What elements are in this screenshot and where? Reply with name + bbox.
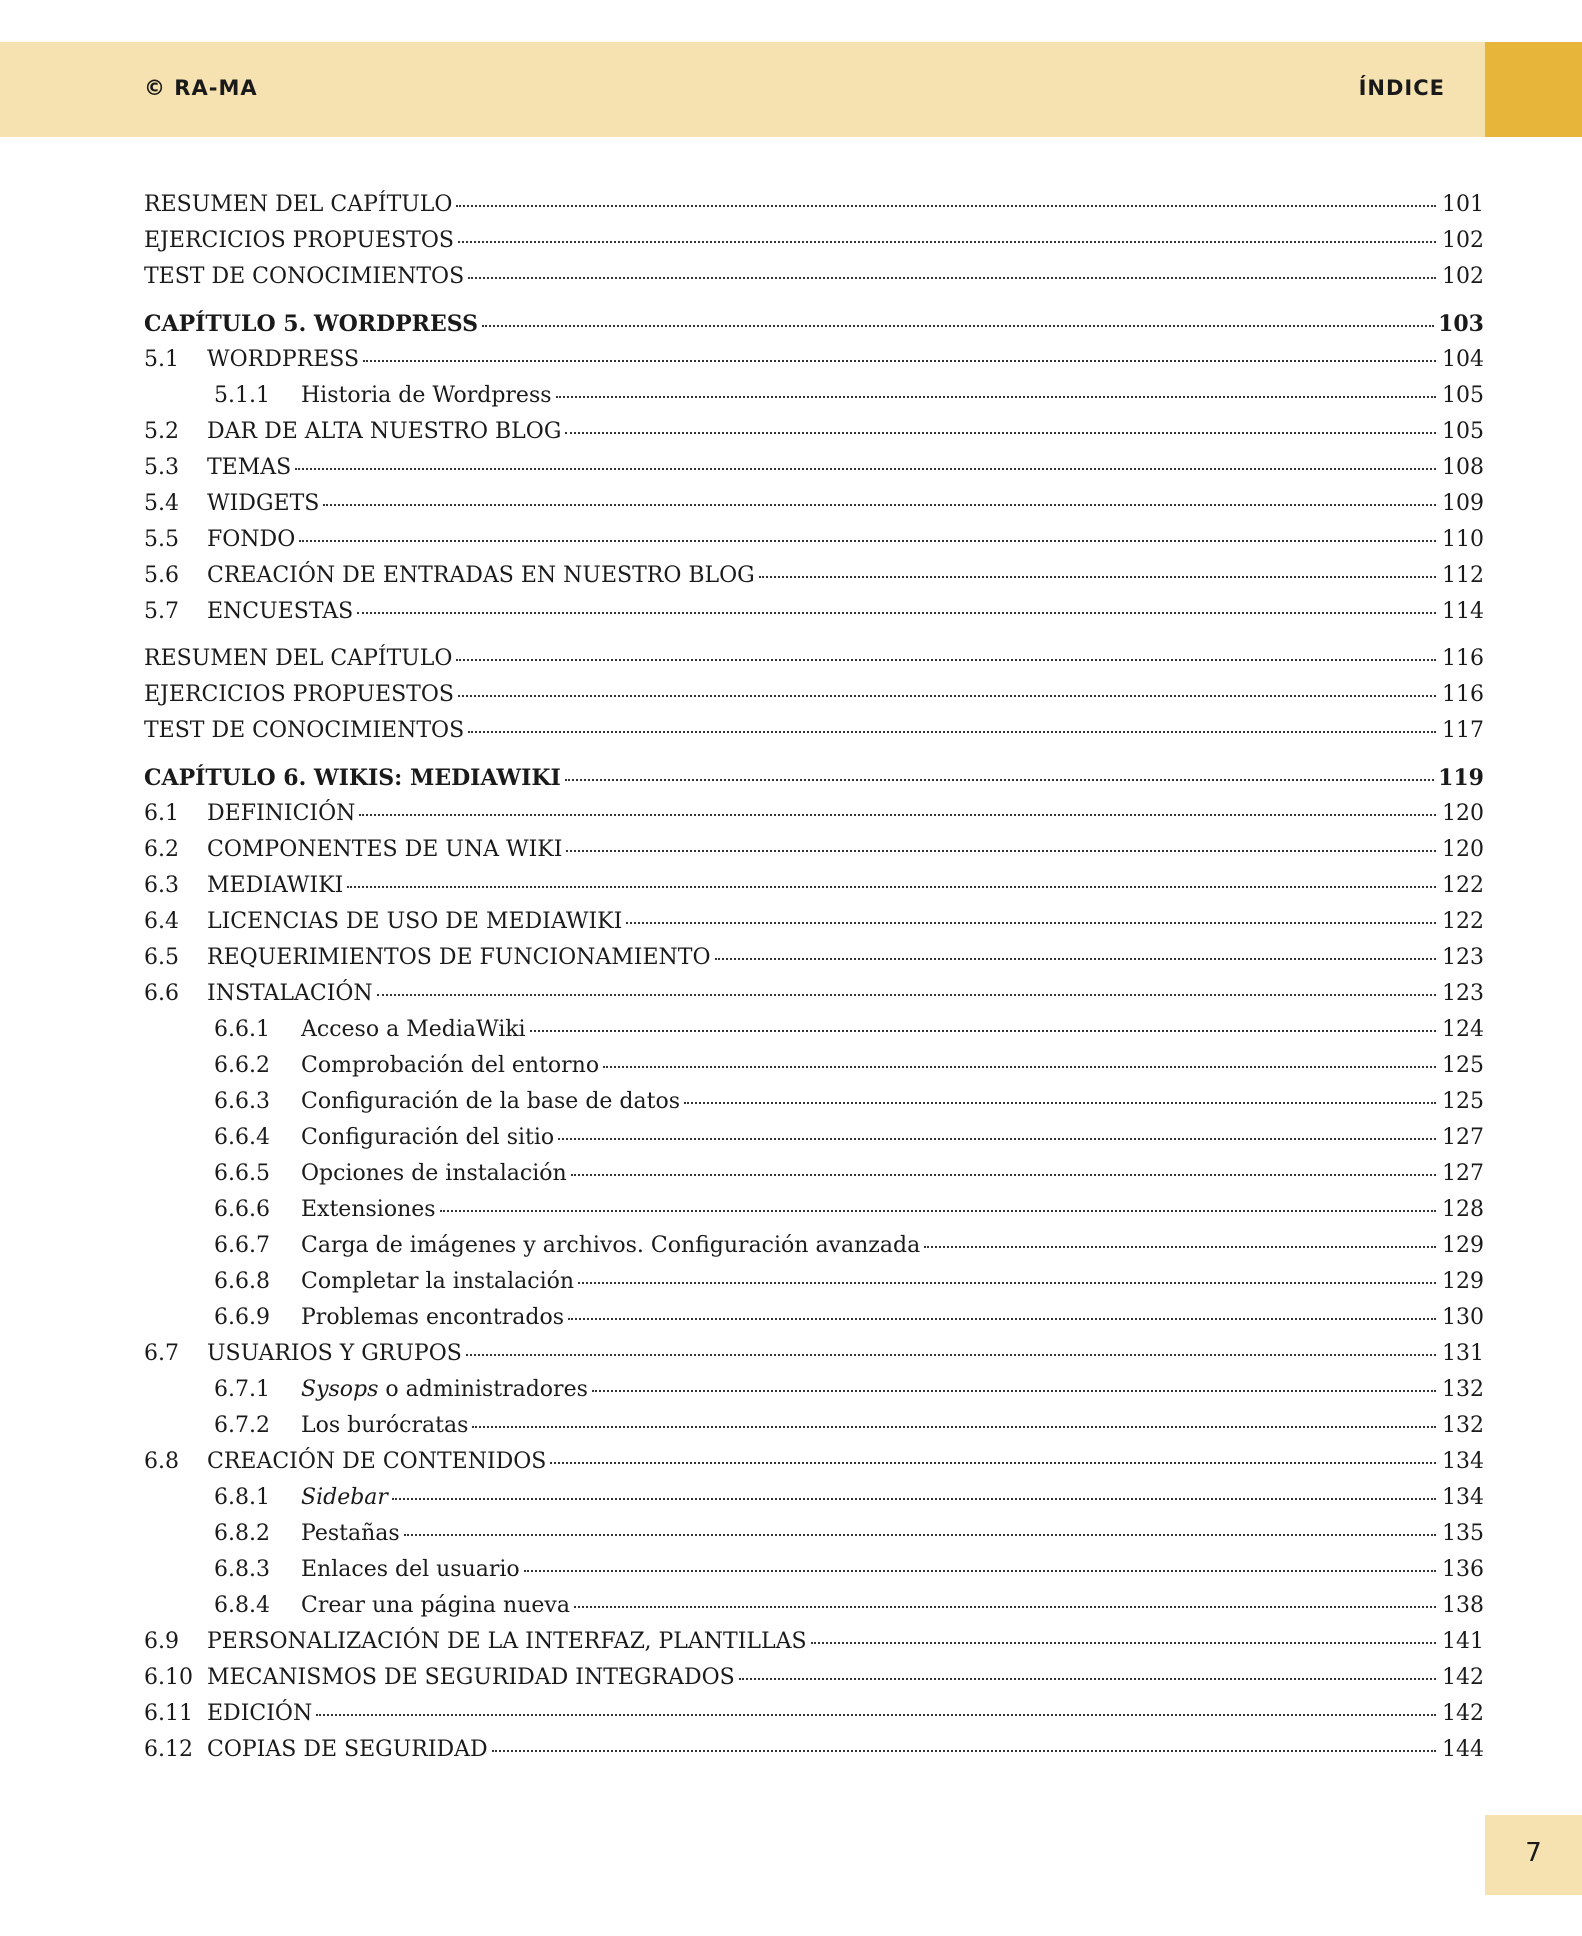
toc-entry-page: 117 [1442, 718, 1484, 743]
toc-entry-number: 6.6 [144, 981, 179, 1006]
dot-leader [558, 1137, 1436, 1140]
dot-leader [440, 1209, 1436, 1212]
header-tab [1485, 42, 1582, 137]
toc-entry-title: TEST DE CONOCIMIENTOS [144, 718, 465, 743]
toc-entry-title: Problemas encontrados [301, 1305, 564, 1330]
dot-leader [566, 849, 1436, 852]
toc-entry[interactable] [144, 491, 1484, 527]
toc-entry-number: 6.6.5 [214, 1161, 270, 1186]
toc-entry[interactable] [144, 1557, 1484, 1593]
toc-entry[interactable] [144, 599, 1484, 635]
dot-leader [592, 1389, 1436, 1392]
toc-entry-page: 110 [1442, 527, 1484, 552]
toc-entry[interactable] [144, 1269, 1484, 1305]
toc-entry-number: 6.6.2 [214, 1053, 270, 1078]
dot-leader [456, 204, 1436, 207]
toc-entry-number: 6.6.7 [214, 1233, 270, 1258]
toc-entry[interactable] [144, 765, 1484, 801]
toc-entry[interactable] [144, 837, 1484, 873]
toc-entry[interactable] [144, 1521, 1484, 1557]
dot-leader [468, 730, 1436, 733]
toc-entry-title: Comprobación del entorno [301, 1053, 600, 1078]
dot-leader [739, 1677, 1436, 1680]
toc-entry[interactable] [144, 264, 1484, 300]
toc-entry-title: LICENCIAS DE USO DE MEDIAWIKI [207, 909, 623, 934]
dot-leader [603, 1065, 1436, 1068]
toc-entry[interactable] [144, 1125, 1484, 1161]
dot-leader [482, 324, 1434, 327]
toc-entry-number: 6.4 [144, 909, 179, 934]
toc-entry-number: 6.12 [144, 1737, 193, 1762]
toc-entry-page: 127 [1442, 1125, 1484, 1150]
dot-leader [359, 813, 1436, 816]
toc-entry-page: 109 [1442, 491, 1484, 516]
toc-entry-page: 105 [1442, 419, 1484, 444]
toc-entry-number: 6.2 [144, 837, 179, 862]
toc-entry-title [301, 1377, 588, 1402]
toc-entry-page: 130 [1442, 1305, 1484, 1330]
toc-entry-number: 6.6.1 [214, 1017, 270, 1042]
toc-entry-title: MECANISMOS DE SEGURIDAD INTEGRADOS [207, 1665, 735, 1690]
dot-leader [492, 1749, 1436, 1752]
dot-leader [626, 921, 1436, 924]
toc-entry-number: 6.6.4 [214, 1125, 270, 1150]
toc-entry-page: 116 [1442, 646, 1484, 671]
toc-entry-page: 102 [1442, 264, 1484, 289]
toc-entry-title: DEFINICIÓN [207, 801, 356, 826]
section-title: ÍNDICE [1358, 76, 1445, 100]
toc-entry-number: 6.8.1 [214, 1485, 270, 1510]
toc-entry[interactable] [144, 646, 1484, 682]
toc-entry-page: 119 [1438, 765, 1484, 791]
dot-leader [550, 1461, 1436, 1464]
toc-entry-title: REQUERIMIENTOS DE FUNCIONAMIENTO [207, 945, 711, 970]
toc-entry-page: 125 [1442, 1053, 1484, 1078]
dot-leader [363, 359, 1436, 362]
toc-entry-page: 104 [1442, 347, 1484, 372]
dot-leader [565, 778, 1434, 781]
toc-entry-number: 6.1 [144, 801, 179, 826]
toc-entry-page: 123 [1442, 981, 1484, 1006]
toc-entry-number: 5.6 [144, 563, 179, 588]
dot-leader [715, 957, 1437, 960]
toc-entry[interactable] [144, 311, 1484, 347]
toc-entry[interactable] [144, 383, 1484, 419]
toc-entry-title: COMPONENTES DE UNA WIKI [207, 837, 563, 862]
toc-entry-title: USUARIOS Y GRUPOS [207, 1341, 462, 1366]
table-of-contents [144, 192, 1484, 1773]
toc-entry-title: Extensiones [301, 1197, 436, 1222]
dot-leader [295, 467, 1436, 470]
toc-entry[interactable] [144, 1413, 1484, 1449]
toc-entry-page: 108 [1442, 455, 1484, 480]
toc-entry-page: 138 [1442, 1593, 1484, 1618]
toc-entry[interactable] [144, 718, 1484, 754]
toc-entry-title-italic: Sidebar [301, 1485, 388, 1510]
toc-entry-number: 5.5 [144, 527, 179, 552]
dot-leader [323, 503, 1436, 506]
toc-entry[interactable] [144, 945, 1484, 981]
toc-entry-number: 6.3 [144, 873, 179, 898]
toc-entry-number: 6.8.3 [214, 1557, 270, 1582]
dot-leader [392, 1497, 1436, 1500]
toc-entry-title: WORDPRESS [207, 347, 360, 372]
toc-entry-title: CREACIÓN DE ENTRADAS EN NUESTRO BLOG [207, 563, 755, 588]
toc-entry-title: CAPÍTULO 6. WIKIS: MEDIAWIKI [144, 765, 561, 791]
dot-leader [458, 240, 1436, 243]
publisher-label: © RA-MA [144, 76, 258, 100]
toc-entry[interactable] [144, 1341, 1484, 1377]
toc-entry-page: 122 [1442, 873, 1484, 898]
dot-leader [530, 1029, 1436, 1032]
toc-entry-title: PERSONALIZACIÓN DE LA INTERFAZ, PLANTILLAS [207, 1629, 807, 1654]
dot-leader [578, 1281, 1436, 1284]
toc-entry[interactable] [144, 1665, 1484, 1701]
dot-leader [468, 276, 1436, 279]
toc-entry-title: TEST DE CONOCIMIENTOS [144, 264, 465, 289]
toc-entry-page: 123 [1442, 945, 1484, 970]
toc-entry-page: 142 [1442, 1701, 1484, 1726]
toc-entry[interactable] [144, 981, 1484, 1017]
toc-entry-title: Carga de imágenes y archivos. Configuración avanzada [301, 1233, 921, 1258]
dot-leader [811, 1641, 1436, 1644]
toc-entry-page: 102 [1442, 228, 1484, 253]
toc-entry[interactable] [144, 801, 1484, 837]
toc-entry-number: 6.11 [144, 1701, 193, 1726]
toc-entry-page: 125 [1442, 1089, 1484, 1114]
dot-leader [556, 395, 1436, 398]
toc-entry[interactable] [144, 909, 1484, 945]
dot-leader [684, 1101, 1436, 1104]
toc-entry-page: 131 [1442, 1341, 1484, 1366]
dot-leader [466, 1353, 1436, 1356]
toc-entry[interactable] [144, 527, 1484, 563]
toc-entry[interactable] [144, 455, 1484, 491]
toc-entry-page: 127 [1442, 1161, 1484, 1186]
toc-entry-page: 124 [1442, 1017, 1484, 1042]
toc-entry-page: 134 [1442, 1485, 1484, 1510]
toc-entry-number: 6.6.9 [214, 1305, 270, 1330]
toc-entry-number: 6.5 [144, 945, 179, 970]
toc-entry-number: 5.3 [144, 455, 179, 480]
dot-leader [347, 885, 1436, 888]
dot-leader [574, 1605, 1436, 1608]
toc-entry[interactable] [144, 1089, 1484, 1125]
toc-entry-page: 114 [1442, 599, 1484, 624]
toc-entry[interactable] [144, 1701, 1484, 1737]
dot-leader [571, 1173, 1436, 1176]
toc-entry[interactable] [144, 1161, 1484, 1197]
toc-entry[interactable] [144, 1233, 1484, 1269]
dot-leader [524, 1569, 1436, 1572]
toc-entry-title: Historia de Wordpress [301, 383, 552, 408]
toc-entry-title: Crear una página nueva [301, 1593, 570, 1618]
toc-entry-title: Pestañas [301, 1521, 400, 1546]
toc-entry-title: CREACIÓN DE CONTENIDOS [207, 1449, 547, 1474]
toc-entry-title: Configuración de la base de datos [301, 1089, 680, 1114]
toc-entry-title: INSTALACIÓN [207, 981, 373, 1006]
toc-entry-page: 135 [1442, 1521, 1484, 1546]
toc-entry-number: 5.2 [144, 419, 179, 444]
toc-entry-title: EJERCICIOS PROPUESTOS [144, 228, 454, 253]
toc-entry-title-italic: Sysops [301, 1377, 379, 1402]
toc-entry-title-suffix: o administradores [378, 1377, 588, 1402]
dot-leader [458, 694, 1436, 697]
toc-entry-page: 144 [1442, 1737, 1484, 1762]
toc-entry[interactable] [144, 1197, 1484, 1233]
toc-entry-number: 6.6.6 [214, 1197, 270, 1222]
toc-entry-title: RESUMEN DEL CAPÍTULO [144, 646, 453, 671]
toc-entry-number: 5.1 [144, 347, 179, 372]
toc-entry[interactable] [144, 1485, 1484, 1521]
toc-entry-page: 103 [1438, 311, 1484, 337]
dot-leader [568, 1317, 1436, 1320]
toc-entry[interactable] [144, 1629, 1484, 1665]
toc-entry[interactable] [144, 228, 1484, 264]
toc-entry-number: 5.1.1 [214, 383, 270, 408]
toc-entry-title: RESUMEN DEL CAPÍTULO [144, 192, 453, 217]
toc-entry-title: COPIAS DE SEGURIDAD [207, 1737, 488, 1762]
toc-entry-page: 120 [1442, 801, 1484, 826]
toc-entry-number: 5.7 [144, 599, 179, 624]
toc-entry-page: 112 [1442, 563, 1484, 588]
toc-entry[interactable] [144, 1305, 1484, 1341]
toc-entry-number: 5.4 [144, 491, 179, 516]
toc-entry-number: 6.7.1 [214, 1377, 270, 1402]
toc-entry-title: DAR DE ALTA NUESTRO BLOG [207, 419, 562, 444]
toc-entry-title: Enlaces del usuario [301, 1557, 520, 1582]
toc-entry-number: 6.6.3 [214, 1089, 270, 1114]
toc-entry-page: 120 [1442, 837, 1484, 862]
toc-entry-title [301, 1485, 388, 1510]
toc-entry-page: 132 [1442, 1413, 1484, 1438]
toc-entry-title: ENCUESTAS [207, 599, 354, 624]
toc-entry-page: 132 [1442, 1377, 1484, 1402]
toc-entry[interactable] [144, 1737, 1484, 1773]
toc-entry-page: 116 [1442, 682, 1484, 707]
toc-entry-title: EJERCICIOS PROPUESTOS [144, 682, 454, 707]
dot-leader [456, 658, 1436, 661]
toc-entry-page: 101 [1442, 192, 1484, 217]
toc-entry[interactable] [144, 419, 1484, 455]
dot-leader [472, 1425, 1436, 1428]
toc-entry[interactable] [144, 1377, 1484, 1413]
toc-entry-title: EDICIÓN [207, 1701, 313, 1726]
page-number: 7 [1525, 1838, 1542, 1868]
toc-entry[interactable] [144, 873, 1484, 909]
toc-entry-title: Los burócratas [301, 1413, 469, 1438]
toc-entry-number: 6.8.2 [214, 1521, 270, 1546]
toc-entry-page: 105 [1442, 383, 1484, 408]
toc-entry[interactable] [144, 1017, 1484, 1053]
toc-entry-number: 6.6.8 [214, 1269, 270, 1294]
toc-entry-title: TEMAS [207, 455, 292, 480]
toc-entry-page: 122 [1442, 909, 1484, 934]
toc-entry[interactable] [144, 192, 1484, 228]
toc-entry[interactable] [144, 682, 1484, 718]
toc-entry-number: 6.8 [144, 1449, 179, 1474]
toc-entry-title: Opciones de instalación [301, 1161, 567, 1186]
toc-entry-title: Configuración del sitio [301, 1125, 555, 1150]
toc-entry-title: CAPÍTULO 5. WORDPRESS [144, 311, 479, 337]
dot-leader [377, 993, 1436, 996]
toc-entry-number: 6.7 [144, 1341, 179, 1366]
toc-entry[interactable] [144, 1593, 1484, 1629]
toc-entry[interactable] [144, 1449, 1484, 1485]
toc-entry-title: Acceso a MediaWiki [301, 1017, 526, 1042]
toc-entry-title: Completar la instalación [301, 1269, 575, 1294]
toc-entry-number: 6.9 [144, 1629, 179, 1654]
toc-entry-page: 141 [1442, 1629, 1484, 1654]
dot-leader [565, 431, 1436, 434]
dot-leader [316, 1713, 1436, 1716]
toc-entry-page: 142 [1442, 1665, 1484, 1690]
dot-leader [759, 575, 1436, 578]
dot-leader [404, 1533, 1436, 1536]
toc-entry-page: 134 [1442, 1449, 1484, 1474]
toc-entry-page: 129 [1442, 1269, 1484, 1294]
toc-entry-number: 6.7.2 [214, 1413, 270, 1438]
toc-entry-page: 128 [1442, 1197, 1484, 1222]
toc-entry[interactable] [144, 563, 1484, 599]
toc-entry-title: WIDGETS [207, 491, 320, 516]
toc-entry-title: MEDIAWIKI [207, 873, 344, 898]
toc-entry-title: FONDO [207, 527, 296, 552]
toc-entry-page: 136 [1442, 1557, 1484, 1582]
dot-leader [299, 539, 1436, 542]
dot-leader [924, 1245, 1436, 1248]
toc-entry-page: 129 [1442, 1233, 1484, 1258]
toc-entry-number: 6.8.4 [214, 1593, 270, 1618]
toc-entry-number: 6.10 [144, 1665, 193, 1690]
toc-entry[interactable] [144, 1053, 1484, 1089]
dot-leader [357, 611, 1436, 614]
toc-entry[interactable] [144, 347, 1484, 383]
